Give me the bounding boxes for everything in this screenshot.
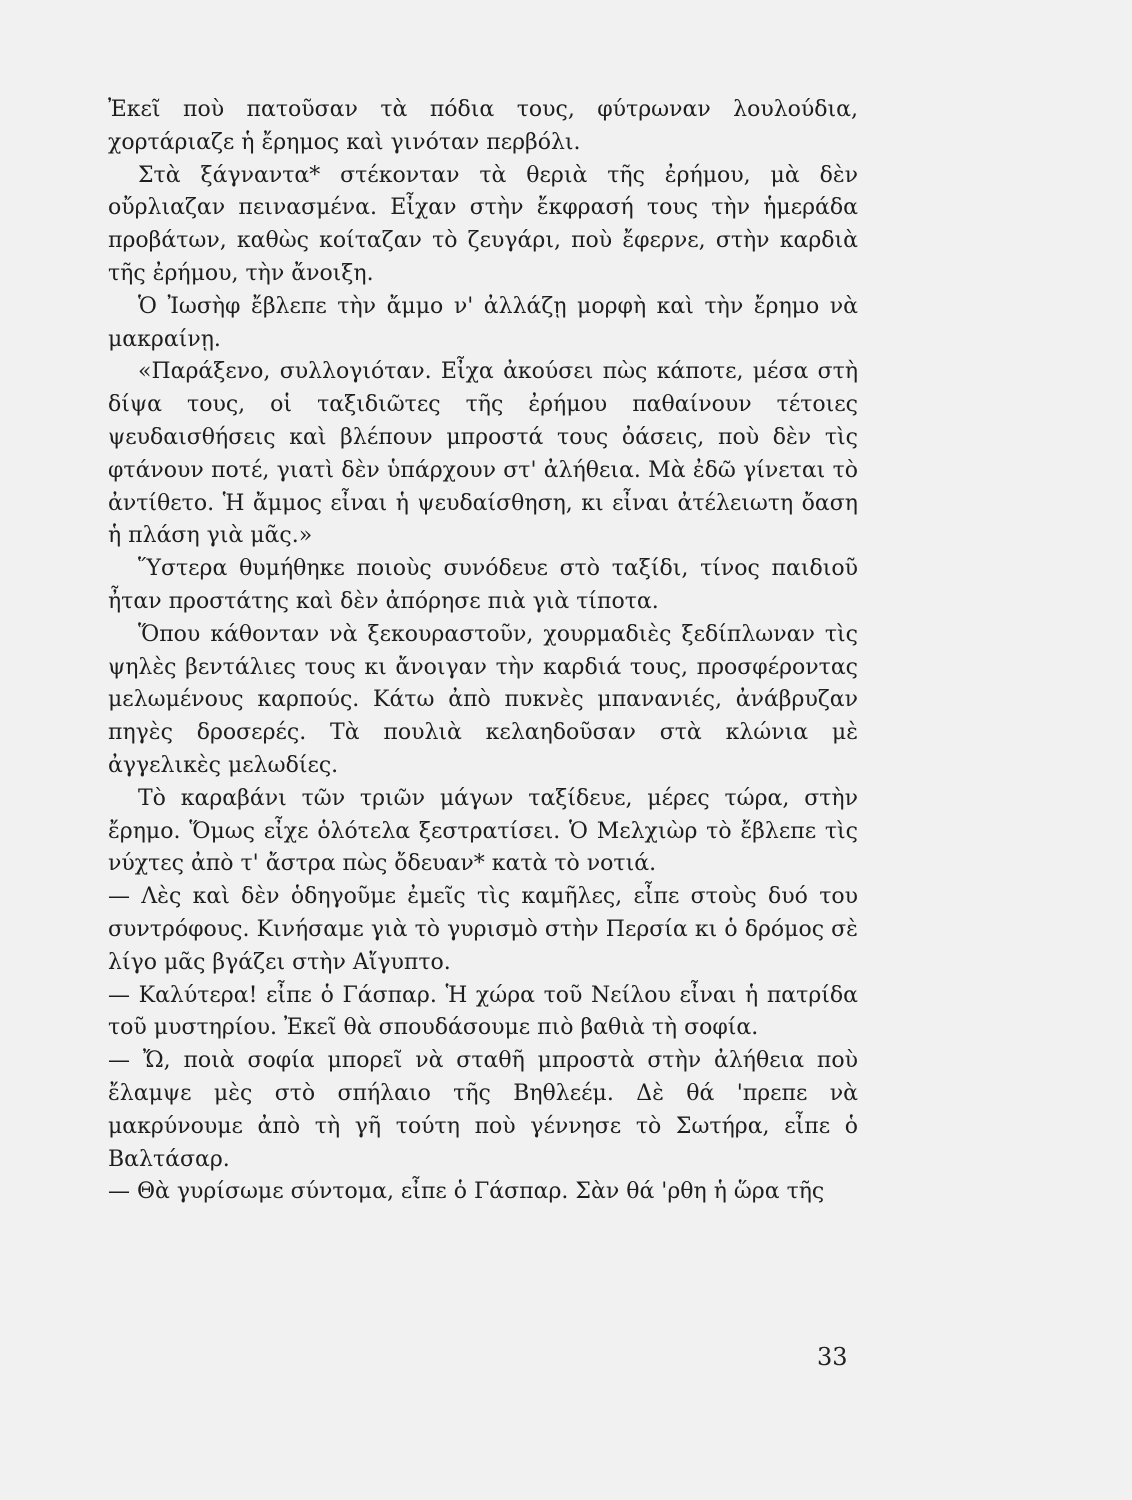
- paragraph: Στὰ ξάγναντα* στέκονταν τὰ θεριὰ τῆς ἐρήμου, μὰ δὲν οὔρλιαζαν πεινασμένα. Εἶχαν στὴν ἔκφρασή τους τὴν ἡμεράδα προβάτων, καθὼς κοίταζαν τὸ ζευγάρι, ποὺ ἔφερνε, στὴν καρδιὰ τῆς ἐρήμου, τὴν ἄνοιξη.: [108, 162, 858, 286]
- paragraph: Τὸ καραβάνι τῶν τριῶν μάγων ταξίδευε, μέρες τώρα, στὴν ἔρημο. Ὅμως εἶχε ὁλότελα ξεστρατίσει. Ὁ Μελχιὼρ τὸ ἔβλεπε τὶς νύχτες ἀπὸ τ' ἄστρα πὼς ὄδευαν* κατὰ τὸ νοτιά.: [108, 785, 858, 877]
- dialogue-line: — Θὰ γυρίσωμε σύντομα, εἶπε ὁ Γάσπαρ. Σὰν θά 'ρθη ἡ ὥρα τῆς: [108, 1179, 825, 1205]
- paragraph: «Παράξενο, συλλογιόταν. Εἶχα ἀκούσει πὼς κάποτε, μέσα στὴ δίψα τους, οἱ ταξιδιῶτες τῆς ἐρήμου παθαίνουν τέτοιες ψευδαισθήσεις καὶ βλέπουν μπροστά τους ὀάσεις, ποὺ δὲν τὶς φτάνουν ποτέ, γιατὶ δὲν ὑπάρχουν στ' ἀλήθεια. Μὰ ἐδῶ γίνεται τὸ ἀντίθετο. Ἡ ἄμμος εἶναι ἡ ψευδαίσθηση, κι εἶναι ἀτέλειωτη ὄαση ἡ πλάση γιὰ μᾶς.»: [108, 359, 858, 549]
- dialogue-line: — Καλύτερα! εἶπε ὁ Γάσπαρ. Ἡ χώρα τοῦ Νείλου εἶναι ἡ πατρίδα τοῦ μυστηρίου. Ἐκεῖ θὰ σπουδάσουμε πιὸ βαθιὰ τὴ σοφία.: [108, 982, 858, 1041]
- paragraph: Ἐκεῖ ποὺ πατοῦσαν τὰ πόδια τους, φύτρωναν λουλούδια, χορτάριαζε ἡ ἔρημος καὶ γινόταν περβόλι.: [108, 97, 858, 155]
- paragraph: Ὕστερα θυμήθηκε ποιοὺς συνόδευε στὸ ταξίδι, τίνος παιδιοῦ ἦταν προστάτης καὶ δὲν ἀπόρησε πιὰ γιὰ τίποτα.: [108, 556, 858, 614]
- dialogue-line: — Λὲς καὶ δὲν ὁδηγοῦμε ἐμεῖς τὶς καμῆλες, εἶπε στοὺς δυό του συντρόφους. Κινήσαμε γιὰ τὸ γυρισμὸ στὴν Περσία κι ὁ δρόμος σὲ λίγο μᾶς βγάζει στὴν Αἴγυπτο.: [108, 884, 858, 975]
- dialogue-line: — Ὤ, ποιὰ σοφία μπορεῖ νὰ σταθῆ μπροστὰ στὴν ἀλήθεια ποὺ ἔλαμψε μὲς στὸ σπήλαιο τῆς Βηθλεέμ. Δὲ θά 'πρεπε νὰ μακρύνουμε ἀπὸ τὴ γῆ τούτη ποὺ γέννησε τὸ Σωτήρα, εἶπε ὁ Βαλτάσαρ.: [108, 1048, 858, 1172]
- page-number: 33: [817, 1343, 848, 1371]
- paragraph: Ὁ Ἰωσὴφ ἔβλεπε τὴν ἄμμο ν' ἀλλάζῃ μορφὴ καὶ τὴν ἔρημο νὰ μακραίνῃ.: [108, 293, 858, 352]
- paragraph: Ὅπου κάθονταν νὰ ξεκουραστοῦν, χουρμαδιὲς ξεδίπλωναν τὶς ψηλὲς βεντάλιες τους κι ἄνοιγαν τὴν καρδιά τους, προσφέροντας μελωμένους καρπούς. Κάτω ἀπὸ πυκνὲς μπανανιές, ἀνάβρυζαν πηγὲς δροσερές. Τὰ πουλιὰ κελαηδοῦσαν στὰ κλώνια μὲ ἀγγελικὲς μελωδίες.: [108, 621, 858, 778]
- page-body-text: [108, 94, 858, 1209]
